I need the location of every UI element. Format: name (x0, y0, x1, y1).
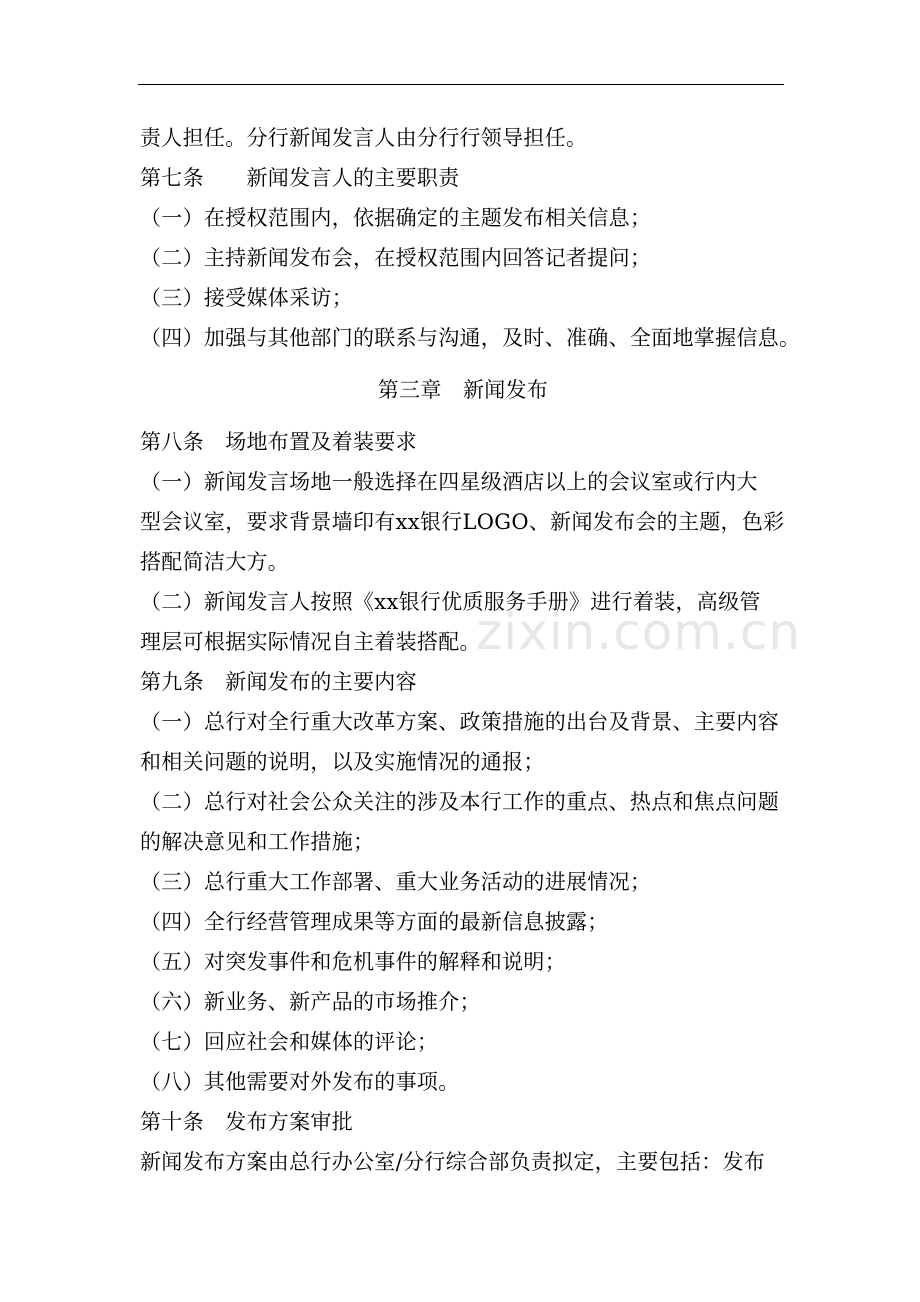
document-body (140, 118, 801, 1182)
list-item: （三）总行重大工作部署、重大业务活动的进展情况； (140, 870, 652, 894)
list-item: （七）回应社会和媒体的评论； (140, 1030, 439, 1054)
list-item: （一）在授权范围内，依据确定的主题发布相关信息； (140, 206, 652, 230)
paragraph-line: 新闻发布方案由总行办公室/分行综合部负责拟定，主要包括：发布 (140, 1150, 766, 1174)
chapter-3-title: 第三章 新闻发布 (377, 378, 549, 402)
list-item: （六）新业务、新产品的市场推介； (140, 990, 481, 1014)
list-item: （四）全行经营管理成果等方面的最新信息披露； (140, 910, 609, 934)
paragraph-line: 的解决意见和工作措施； (140, 830, 375, 854)
watermark: zixin.com.cn (476, 603, 802, 661)
paragraph-line: （二）新闻发言人按照《xx银行优质服务手册》进行着装，高级管 (140, 590, 761, 614)
paragraph-line: （一）总行对全行重大改革方案、政策措施的出台及背景、主要内容 (140, 710, 779, 734)
article-8-heading: 第八条 场地布置及着装要求 (140, 430, 417, 454)
article-7-heading: 第七条 新闻发言人的主要职责 (140, 166, 460, 190)
header-rule (138, 84, 784, 85)
article-10-heading: 第十条 发布方案审批 (140, 1110, 353, 1134)
list-item: （三）接受媒体采访； (140, 286, 353, 310)
paragraph-line: （一）新闻发言场地一般选择在四星级酒店以上的会议室或行内大 (140, 470, 758, 494)
paragraph-line: 责人担任。分行新闻发言人由分行行领导担任。 (140, 126, 588, 150)
list-item: （四）加强与其他部门的联系与沟通，及时、准确、全面地掌握信息。 (140, 326, 801, 350)
paragraph-line: 型会议室，要求背景墙印有xx银行LOGO、新闻发布会的主题，色彩 (140, 510, 785, 534)
list-item: （二）主持新闻发布会，在授权范围内回答记者提问； (140, 246, 652, 270)
list-item: （八）其他需要对外发布的事项。 (140, 1070, 460, 1094)
paragraph-line: （二）总行对社会公众关注的涉及本行工作的重点、热点和焦点问题 (140, 790, 779, 814)
paragraph-line: 理层可根据实际情况自主着装搭配。 (140, 630, 481, 654)
article-9-heading: 第九条 新闻发布的主要内容 (140, 670, 417, 694)
paragraph-line: 搭配简洁大方。 (140, 550, 290, 574)
paragraph-line: 和相关问题的说明，以及实施情况的通报； (140, 750, 545, 774)
list-item: （五）对突发事件和危机事件的解释和说明； (140, 950, 566, 974)
